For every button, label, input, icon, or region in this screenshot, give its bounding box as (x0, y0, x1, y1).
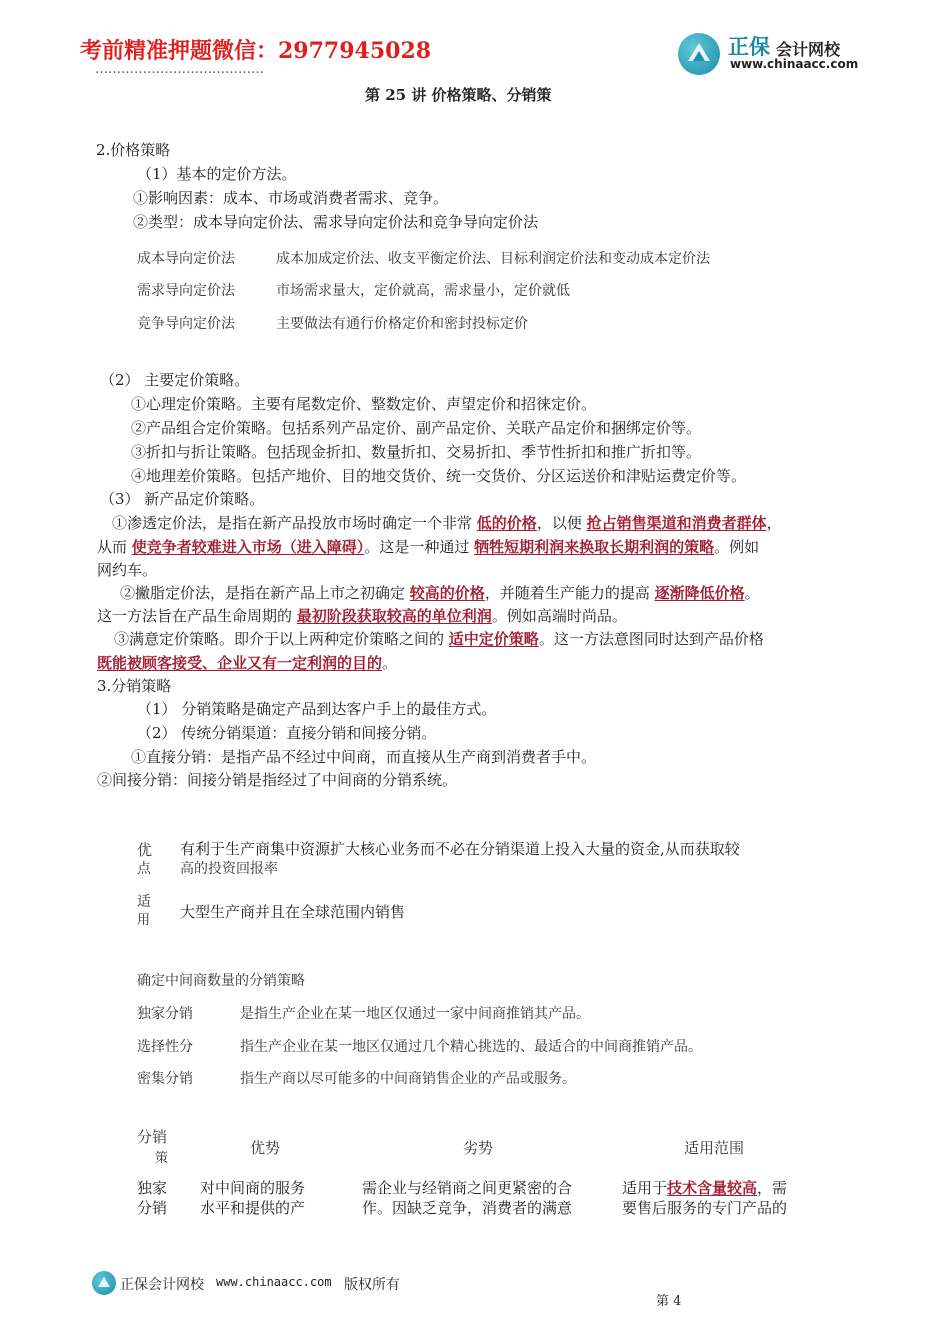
paragraph: （2） 传统分销渠道：直接分销和间接分销。 (137, 724, 437, 742)
text: ③满意定价策略。即介于以上两种定价策略之间的 (114, 630, 445, 648)
table-cell-desc: 指生产商以尽可能多的中间商销售企业的产品或服务。 (240, 1071, 576, 1087)
logo-title: 正保 (728, 35, 770, 59)
table-cell-desc: 是指生产企业在某一地区仅通过一家中间商推销其产品。 (240, 1006, 590, 1022)
table-cell-label: 独家 (137, 1179, 168, 1197)
table-title: 确定中间商数量的分销策略 (137, 973, 305, 989)
table-cell-text: 大型生产商并且在全球范围内销售 (180, 903, 406, 921)
table-cell-label: 优 (137, 841, 153, 859)
table-header: 优势 (250, 1139, 281, 1157)
watermark-text: 考前精准押题微信：2977945028 (80, 38, 432, 64)
text: 适用于 (622, 1179, 668, 1197)
text: 。例如高端时尚品。 (491, 607, 627, 625)
table-header: 分销 (137, 1128, 168, 1146)
paragraph: （1） 分销策略是确定产品到达客户手上的最佳方式。 (137, 700, 497, 718)
text: 。这是一种通过 (364, 538, 470, 556)
key-term: 低的价格 (476, 514, 537, 532)
key-term: 较高的价格 (409, 584, 485, 602)
footer-rights: 版权所有 (344, 1277, 400, 1293)
paragraph-skimming (120, 582, 760, 605)
table-cell-label: 竞争导向定价法 (137, 316, 235, 332)
table-cell-text: 作。因缺乏竞争，消费者的满意 (362, 1199, 573, 1217)
paragraph-cut: ②类型：成本导向定价法、需求导向定价法和竞争导向定价法 (133, 213, 539, 231)
table-header: 劣势 (463, 1139, 494, 1157)
logo-url: www.chinaacc.com (730, 57, 859, 71)
text: ，需 (757, 1179, 788, 1197)
subsection-heading: （2） 主要定价策略。 (100, 371, 250, 389)
logo-sub: 会计网校 (776, 40, 841, 59)
list-item: ④地理差价策略。包括产地价、目的地交货价、统一交货价、分区运送价和津贴运费定价等。 (131, 467, 747, 485)
paragraph-skimming-cont (97, 605, 627, 628)
paragraph-penetration (112, 512, 782, 535)
subsection-heading: （3） 新产品定价策略。 (100, 490, 265, 508)
table-cell-label: 分销 (137, 1199, 168, 1217)
key-term: 抢占销售渠道和消费者群体 (586, 514, 767, 532)
table-cell-label: 用 (137, 913, 151, 928)
table-cell-text: 高的投资回报率 (180, 861, 278, 877)
key-term: 技术含量较高 (667, 1179, 758, 1197)
logo-icon (678, 33, 720, 75)
text: ，以便 (536, 514, 582, 532)
section-heading: 3.分销策略 (97, 677, 172, 695)
table-cell-label: 独家分销 (137, 1006, 193, 1022)
footer-url: www.chinaacc.com (216, 1275, 332, 1289)
table-cell-text: 对中间商的服务 (200, 1179, 306, 1197)
table-cell-text: 水平和提供的产 (200, 1199, 306, 1217)
table-cell-label: 适 (137, 894, 151, 910)
key-term: 既能被顾客接受、企业又有一定利润的目的 (97, 654, 383, 672)
text: 从而 (97, 538, 128, 556)
paragraph: 网约车。 (97, 561, 158, 579)
list-item: ③折扣与折让策略。包括现金折扣、数量折扣、交易折扣、季节性折扣和推广折扣等。 (131, 443, 702, 461)
table-cell-text: 有利于生产商集中资源扩大核心业务而不必在分销渠道上投入大量的资金,从而获取较 (180, 840, 740, 858)
table-cell-label: 成本导向定价法 (137, 251, 235, 267)
key-term: 适中定价策略 (448, 630, 539, 648)
text: 。 (382, 654, 398, 672)
footer-logo-icon (92, 1271, 116, 1295)
paragraph: ①影响因素：成本、市场或消费者需求、竞争。 (133, 189, 449, 207)
list-item: ①心理定价策略。主要有尾数定价、整数定价、声望定价和招徕定价。 (131, 395, 597, 413)
table-cell-desc: 成本加成定价法、收支平衡定价法、目标利润定价法和变动成本定价法 (276, 251, 710, 267)
text: 这一方法旨在产品生命周期的 (97, 607, 293, 625)
paragraph-satisfaction (114, 628, 764, 651)
cut-header-line: ………………………………… (95, 62, 264, 77)
paragraph-penetration-cont (97, 536, 759, 559)
table-cell-label: 需求导向定价法 (137, 283, 235, 299)
table-header: 适用范围 (684, 1139, 745, 1157)
table-cell-desc: 市场需求量大，定价就高，需求量小，定价就低 (276, 283, 570, 299)
paragraph: （1）基本的定价方法。 (137, 165, 297, 183)
table-header: 策 (155, 1151, 169, 1166)
section-heading: 2.价格策略 (96, 141, 171, 159)
page-number: 第 4 (656, 1294, 682, 1309)
paragraph-satisfaction-cont (97, 652, 397, 675)
table-cell-text: 要售后服务的专门产品的 (622, 1199, 788, 1217)
paragraph: ②间接分销：间接分销是指经过了中间商的分销系统。 (97, 771, 458, 789)
text: 。 (744, 584, 760, 602)
key-term: 最初阶段获取较高的单位利润 (296, 607, 492, 625)
text: 。这一方法意图同时达到产品价格 (538, 630, 764, 648)
table-cell-label: 密集分销 (137, 1071, 193, 1087)
text: ②撇脂定价法，是指在新产品上市之初确定 (120, 584, 406, 602)
key-term: 逐渐降低价格 (654, 584, 745, 602)
footer-brand: 正保会计网校 (120, 1277, 204, 1293)
key-term: 使竞争者较难进入市场（进入障碍） (131, 538, 365, 556)
key-term: 牺牲短期利润来换取长期利润的策略 (474, 538, 715, 556)
paragraph: ①直接分销：是指产品不经过中间商，而直接从生产商到消费者手中。 (131, 748, 597, 766)
table-cell-text: 需企业与经销商之间更紧密的合 (362, 1179, 573, 1197)
table-cell-label: 选择性分 (137, 1039, 193, 1055)
chapter-title: 第 25 讲 价格策略、分销策 (365, 86, 552, 104)
text: 。例如 (714, 538, 760, 556)
table-cell-desc: 指生产企业在某一地区仅通过几个精心挑选的、最适合的中间商推销产品。 (240, 1039, 702, 1055)
list-item: ②产品组合定价策略。包括系列产品定价、副产品定价、关联产品定价和捆绑定价等。 (131, 419, 702, 437)
text: ， (766, 514, 782, 532)
text: ①渗透定价法，是指在新产品投放市场时确定一个非常 (112, 514, 473, 532)
text: ，并随着生产能力的提高 (484, 584, 650, 602)
table-cell-label: 点 (137, 861, 151, 877)
table-cell-desc: 主要做法有通行价格定价和密封投标定价 (276, 316, 528, 332)
